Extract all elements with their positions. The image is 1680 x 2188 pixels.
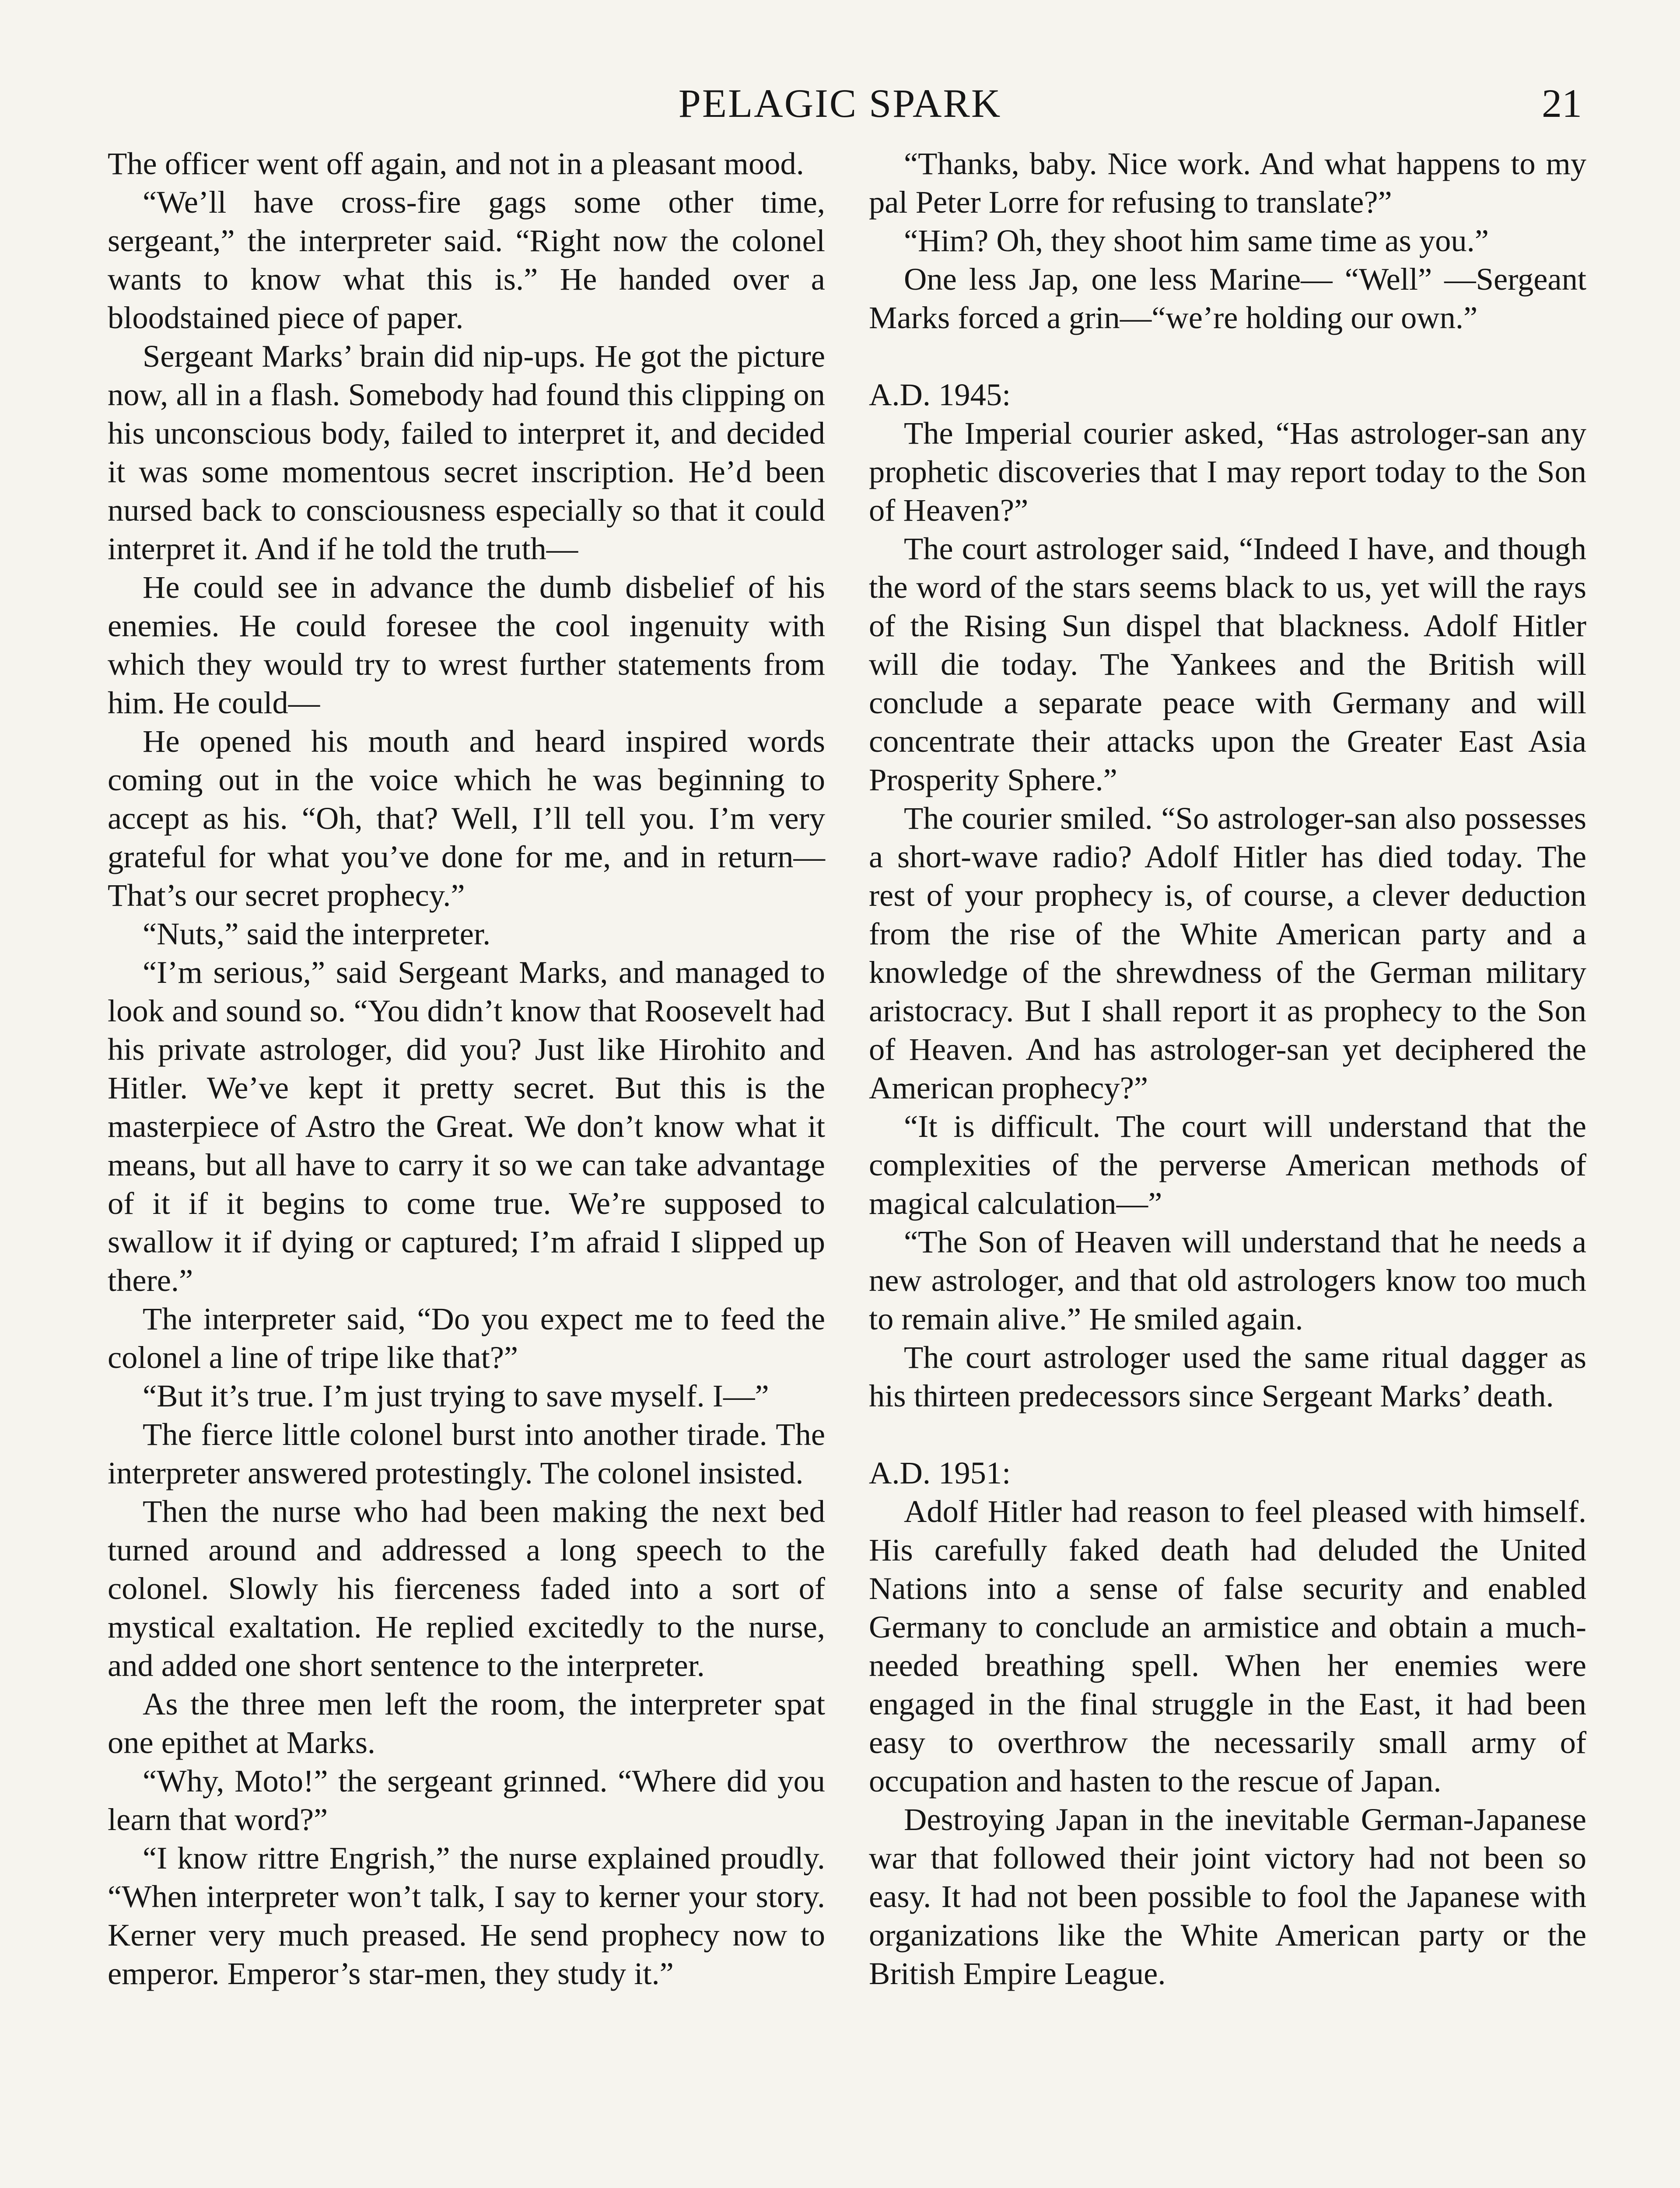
paragraph: “The Son of Heaven will understand that he needs a new astrologer, and that old astrologers know too much to remain alive.” He smiled again. (869, 1224, 1586, 1336)
paragraph: The court astrologer used the same ritual dagger as his thirteen predecessors since Sergeant Marks’ death. (869, 1339, 1586, 1413)
paragraph: One less Jap, one less Marine— “Well” —Sergeant Marks forced a grin—“we’re holding our own.” (869, 261, 1586, 335)
paragraph: “But it’s true. I’m just trying to save myself. I—” (143, 1378, 769, 1413)
paragraph: The fierce little colonel burst into another tirade. The interpreter answered protestingly. The colonel insisted. (108, 1417, 825, 1490)
paragraph: “Why, Moto!” the sergeant grinned. “Where did you learn that word?” (108, 1763, 825, 1837)
section-heading-1951: A.D. 1951: (869, 1455, 1011, 1490)
paragraph: “Thanks, baby. Nice work. And what happens to my pal Peter Lorre for refusing to translate?” (869, 146, 1586, 220)
paragraph: The court astrologer said, “Indeed I have, and though the word of the stars seems black to us, yet will the rays of the Rising Sun dispel that blackness. Adolf Hitler will die today. The Yankees and the British will conclude a separate peace with Germany and will concentrate their attacks upon the Greater East Asia Prosperity Sphere.” (869, 531, 1586, 797)
paragraph: He opened his mouth and heard inspired words coming out in the voice which he was beginning to accept as his. “Oh, that? Well, I’ll tell you. I’m very grateful for what you’ve done for me, and in return— That’s our secret prophecy.” (108, 723, 825, 913)
section-heading-1945: A.D. 1945: (869, 377, 1011, 412)
paragraph: The Imperial courier asked, “Has astrologer-san any prophetic discoveries that I may report today to the Son of Heaven?” (869, 415, 1586, 528)
paragraph: “We’ll have cross-fire gags some other time, sergeant,” the interpreter said. “Right now the colonel wants to know what this is.” He handed over a bloodstained piece of paper. (108, 184, 825, 335)
paragraph: Then the nurse who had been making the next bed turned around and addressed a long speech to the colonel. Slowly his fierceness faded into a sort of mystical exaltation. He replied excitedly to the nurse, and added one short sentence to the interpreter. (108, 1494, 825, 1683)
right-column (869, 144, 1586, 1993)
paragraph: He could see in advance the dumb disbelief of his enemies. He could foresee the cool ingenuity with which they would try to wrest further statements from him. He could— (108, 569, 825, 720)
paragraph: “I know rittre Engrish,” the nurse explained proudly. “When interpreter won’t talk, I say to kerner your story. Kerner very much preased. He send prophecy now to emperor. Emperor’s star-men, they study it.” (108, 1840, 825, 1991)
paragraph: As the three men left the room, the interpreter spat one epithet at Marks. (108, 1686, 825, 1760)
paragraph: “It is difficult. The court will understand that the complexities of the perverse American methods of magical calculation—” (869, 1108, 1586, 1221)
paragraph: “Nuts,” said the interpreter. (143, 916, 491, 951)
paragraph: “I’m serious,” said Sergeant Marks, and managed to look and sound so. “You didn’t know that Roosevelt had his private astrologer, did you? Just like Hirohito and Hitler. We’ve kept it pretty secret. But this is the masterpiece of Astro the Great. We don’t know what it means, but all have to carry it so we can take advantage of it if it begins to come true. We’re supposed to swallow it if dying or captured; I’m afraid I slipped up there.” (108, 954, 825, 1298)
page-header (0, 77, 1680, 130)
paragraph: Destroying Japan in the inevitable German-Japanese war that followed their joint victory had not been so easy. It had not been possible to fool the Japanese with organizations like the White American party or the British Empire League. (869, 1802, 1586, 1991)
running-title: PELAGIC SPARK (678, 81, 1002, 126)
paragraph: Sergeant Marks’ brain did nip-ups. He got the picture now, all in a flash. Somebody had found this clipping on his unconscious body, failed to interpret it, and decided it was some momentous secret inscription. He’d been nursed back to consciousness especially so that it could interpret it. And if he told the truth— (108, 338, 825, 566)
paragraph: The interpreter said, “Do you expect me to feed the colonel a line of tripe like that?” (108, 1301, 825, 1375)
paragraph: “Him? Oh, they shoot him same time as you.” (904, 223, 1489, 258)
paragraph: The officer went off again, and not in a pleasant mood. (108, 146, 804, 181)
paragraph: Adolf Hitler had reason to feel pleased with himself. His carefully faked death had deluded the United Nations into a sense of false security and enabled Germany to conclude an armistice and obtain a much-needed breathing spell. When her enemies were engaged in the final struggle in the East, it had been easy to overthrow the necessarily small army of occupation and hasten to the rescue of Japan. (869, 1494, 1586, 1799)
paragraph: The courier smiled. “So astrologer-san also possesses a short-wave radio? Adolf Hitler has died today. The rest of your prophecy is, of course, a clever deduction from the rise of the White American party and a knowledge of the shrewdness of the German military aristocracy. But I shall report it as prophecy to the Son of Heaven. And has astrologer-san yet deciphered the American prophecy?” (869, 800, 1586, 1105)
page-number: 21 (1542, 81, 1582, 126)
left-column (108, 144, 825, 1993)
